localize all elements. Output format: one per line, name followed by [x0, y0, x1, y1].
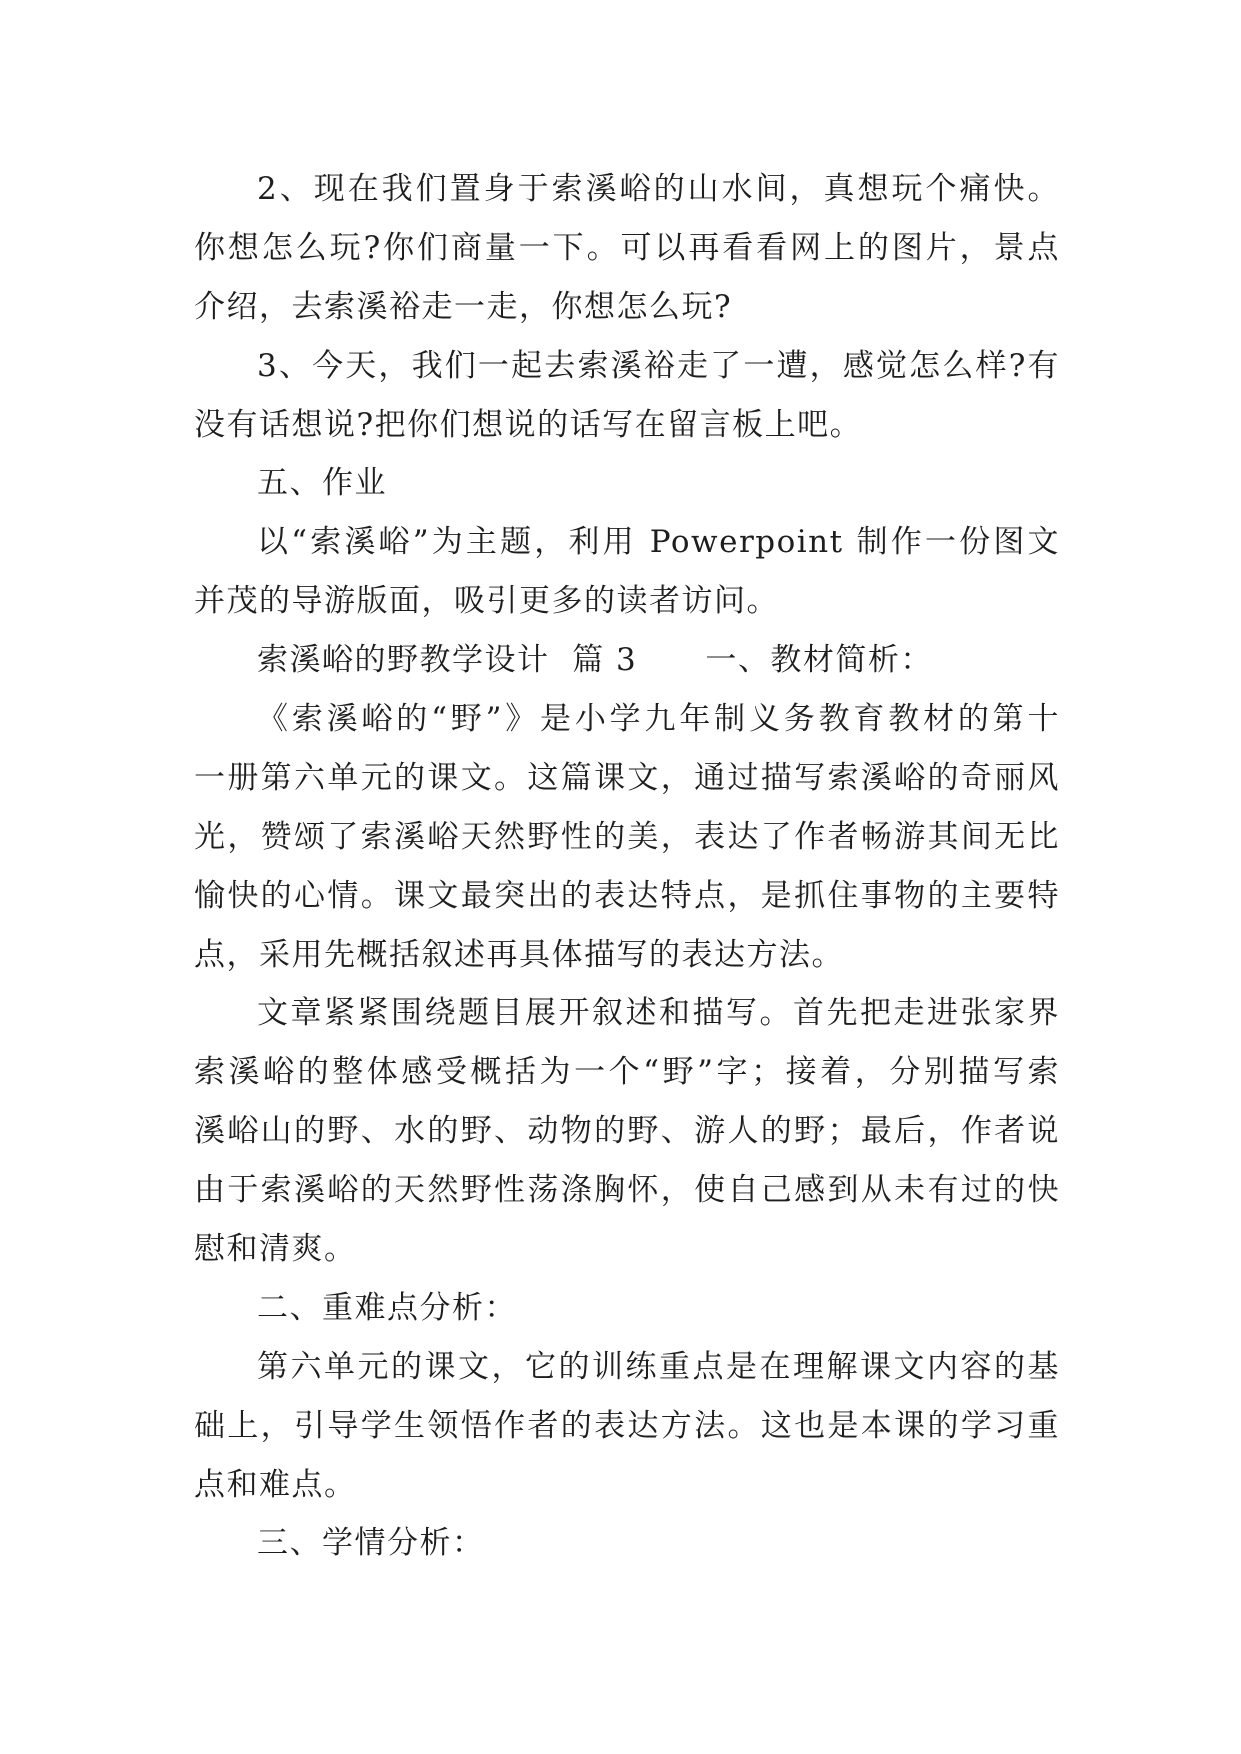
text-line: 慰和清爽。 [194, 1231, 357, 1268]
text-line: 以“索溪峪”为主题，利用 Powerpoint 制作一份图文 [257, 524, 1060, 561]
text-line: 点，采用先概括叙述再具体描写的表达方法。 [194, 936, 844, 973]
text-line: 并茂的导游版面，吸引更多的读者访问。 [194, 583, 779, 620]
heading-key-points [194, 1279, 1060, 1338]
paragraph-homework [194, 513, 1060, 631]
text-line: 光，赞颂了索溪峪天然野性的美，表达了作者畅游其间无比 [194, 818, 1060, 855]
paragraph-activity-2 [194, 160, 1060, 337]
text-line: 愉快的心情。课文最突出的表达特点，是抓住事物的主要特 [194, 877, 1060, 914]
text-line: 一册第六单元的课文。这篇课文，通过描写索溪峪的奇丽风 [194, 759, 1060, 796]
heading-homework [194, 454, 1060, 513]
text-line: 介绍，去索溪裕走一走，你想怎么玩? [194, 288, 733, 325]
paragraph-activity-3 [194, 337, 1060, 455]
text-line: 你想怎么玩?你们商量一下。可以再看看网上的图片，景点 [194, 229, 1060, 266]
text-line: 《索溪峪的“野”》是小学九年制义务教育教材的第十 [257, 701, 1060, 738]
paragraph-textbook-analysis [194, 690, 1060, 984]
text-line: 点和难点。 [194, 1466, 357, 1503]
section-heading: 三、学情分析： [257, 1525, 485, 1562]
text-line: 础上，引导学生领悟作者的表达方法。这也是本课的学习重 [194, 1407, 1060, 1444]
paragraph-key-points [194, 1338, 1060, 1515]
document-body [194, 160, 1060, 1573]
text-line: 3、今天，我们一起去索溪裕走了一遭，感觉怎么样?有 [257, 347, 1060, 384]
paragraph-article-structure [194, 984, 1060, 1278]
text-line: 索溪峪的整体感受概括为一个“野”字；接着，分别描写索 [194, 1054, 1060, 1091]
text-line: 溪峪山的野、水的野、动物的野、游人的野；最后，作者说 [194, 1113, 1060, 1150]
text-line: 文章紧紧围绕题目展开叙述和描写。首先把走进张家界 [257, 995, 1060, 1032]
text-line: 由于索溪峪的天然野性荡涤胸怀，使自己感到从未有过的快 [194, 1172, 1060, 1209]
text-line: 第六单元的课文，它的训练重点是在理解课文内容的基 [257, 1348, 1060, 1385]
heading-student-analysis [194, 1514, 1060, 1573]
text-line: 2、现在我们置身于索溪峪的山水间，真想玩个痛快。 [257, 171, 1060, 207]
heading-part-3 [194, 631, 1060, 690]
text-line: 没有话想说?把你们想说的话写在留言板上吧。 [194, 406, 863, 443]
section-heading: 五、作业 [257, 465, 387, 502]
section-heading: 索溪峪的野教学设计 篇 3 一、教材简析： [257, 642, 933, 679]
section-heading: 二、重难点分析： [257, 1289, 517, 1326]
